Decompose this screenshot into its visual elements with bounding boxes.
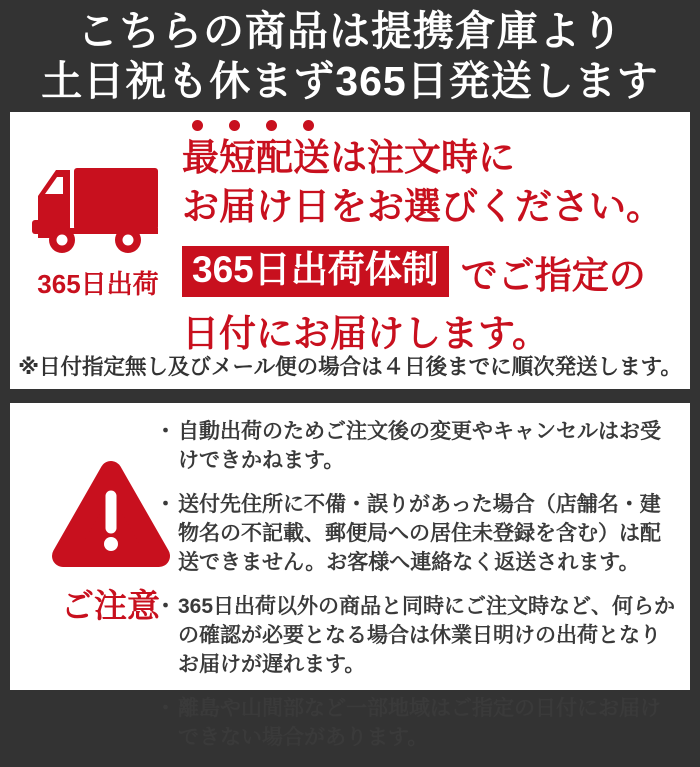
emphasis-dot <box>266 120 277 131</box>
banner-line-2: 土日祝も休まず365日発送します <box>41 58 659 104</box>
caution-bullet <box>155 490 680 577</box>
emphasis-dot <box>303 120 314 131</box>
caution-bullet-text: 離島や山間部など一部地域はご指定の日付にお届けできない場合があります。 <box>178 697 661 749</box>
shipping-panel <box>10 112 690 389</box>
caution-bullet-text: 送付先住所に不備・誤りがあった場合（店舗名・建物名の不記載、郵便局への居住未登録を含む）は配送できません。お客様へ連絡なく返送されます。 <box>178 493 661 574</box>
highlight-suffix: でご指定の <box>460 254 646 296</box>
shipping-heading-line-2: お届け日をお選びください。 <box>182 185 663 227</box>
caution-panel <box>10 403 690 749</box>
emphasis-dot <box>192 120 203 131</box>
caution-bullet-text: 365日出荷以外の商品と同時にご注文時など、何らかの確認が必要となる場合は休業日明けの出荷となりお届けが遅れます。 <box>178 595 676 676</box>
truck-label: 365日出荷 <box>37 269 159 299</box>
highlight-box: 365日出荷体制 <box>182 246 449 297</box>
bullet-marker: ・ <box>155 420 176 443</box>
shipping-line-3: 日付にお届けします。 <box>182 312 550 354</box>
shipping-message <box>182 120 682 357</box>
caution-bullet <box>155 417 680 475</box>
banner-line-1: こちらの商品は提携倉庫より <box>77 7 623 54</box>
caution-label: ご注意 <box>61 587 160 624</box>
bullet-marker: ・ <box>155 697 176 720</box>
caution-bullet-list <box>155 417 680 767</box>
bullet-marker: ・ <box>155 595 176 618</box>
caution-bullet <box>155 592 680 679</box>
delivery-truck-icon <box>32 162 164 258</box>
caution-bullet-text: 自動出荷のためご注文後の変更やキャンセルはお受けできかねます。 <box>178 420 661 472</box>
shipping-heading-line-1: 最短配送は注文時に <box>182 137 515 178</box>
truck-column <box>18 162 178 301</box>
bullet-marker: ・ <box>155 493 176 516</box>
highlight-row <box>182 245 682 299</box>
shipping-note: ※日付指定無し及びメール便の場合は４日後までに順次発送します。 <box>18 355 682 379</box>
top-banner <box>0 0 700 112</box>
emphasis-dots <box>182 120 682 134</box>
caution-bullet <box>155 694 680 752</box>
emphasis-dot <box>229 120 240 131</box>
warning-triangle-icon <box>50 458 172 570</box>
